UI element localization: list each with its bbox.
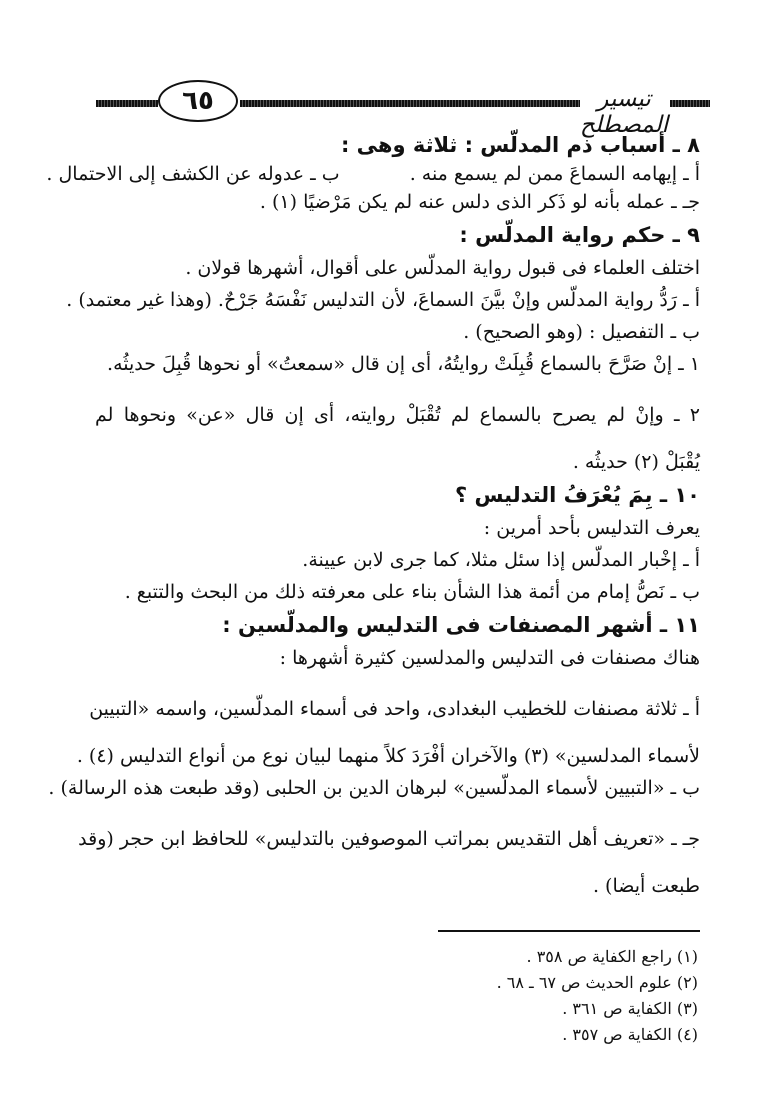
section-9-item-b1: ١ ـ إنْ صَرَّحَ بالسماع قُبِلَتْ روايتُهُ، أى إن قال «سمعتُ» أو نحوها قُبِلَ حديثُه. [107, 353, 700, 375]
section-9-item-b2-line1: ٢ ـ وإنْ لم يصرح بالسماع لم تُقْبَلْ روايته، أى إن قال «عن» ونحوها لم [95, 404, 700, 426]
section-10-item-b: ب ـ نَصُّ إمام من أئمة هذا الشأن بناء على معرفته ذلك من البحث والتتبع . [124, 581, 700, 603]
section-9-heading: ٩ ـ حكم رواية المدلّس : [459, 223, 700, 247]
section-11-item-b: ب ـ «التبيين لأسماء المدلّسين» لبرهان الدين بن الحلبى (وقد طبعت هذه الرسالة) . [48, 777, 700, 799]
footnote-3: (٣) الكفاية ص ٣٦١ . [562, 999, 698, 1018]
section-8-items-row [46, 160, 700, 188]
page-body [46, 130, 700, 900]
section-11-item-c-line1: جـ ـ «تعريف أهل التقديس بمراتب الموصوفين بالتدليس» للحافظ ابن حجر (وقد [78, 828, 700, 850]
section-9-intro: اختلف العلماء فى قبول رواية المدلّس على أقوال، أشهرها قولان . [185, 257, 700, 279]
page-number: ٦٥ [158, 80, 238, 122]
section-8-item-a: أ ـ إيهامه السماعَ ممن لم يسمع منه . [409, 163, 700, 185]
section-10-heading: ١٠ ـ بِمَ يُعْرَفُ التدليس ؟ [454, 483, 700, 507]
footnote-separator [438, 930, 700, 932]
section-9-item-b2-line2: يُقْبَلْ (٢) حديثُه . [572, 451, 700, 473]
section-8-item-b: ب ـ عدوله عن الكشف إلى الاحتمال . [46, 163, 340, 185]
header-rule-right [670, 100, 710, 107]
section-11-intro: هناك مصنفات فى التدليس والمدلسين كثيرة أشهرها : [279, 647, 700, 669]
section-11-item-a-line2: لأسماء المدلسين» (٣) والآخران أفْرَدَ كلاً منهما لبيان نوع من أنواع التدليس (٤) . [76, 745, 700, 767]
section-8-item-c: جـ ـ عمله بأنه لو ذَكر الذى دلس عنه لم يكن مَرْضيًا (١) . [259, 191, 700, 213]
footnote-2: (٢) علوم الحديث ص ٦٧ ـ ٦٨ . [496, 973, 698, 992]
section-10-item-a: أ ـ إخْبار المدلّس إذا سئل مثلا، كما جرى لابن عيينة. [302, 549, 700, 571]
header-rule-left [96, 100, 158, 107]
section-11-item-c-line2: طبعت أيضا) . [592, 875, 700, 897]
section-8-heading: ٨ ـ أسباب ذم المدلّس : ثلاثة وهى : [340, 133, 700, 157]
page-header [90, 72, 720, 138]
footnote-1: (١) راجع الكفاية ص ٣٥٨ . [526, 947, 698, 966]
section-11-heading: ١١ ـ أشهر المصنفات فى التدليس والمدلّسين : [222, 613, 700, 637]
section-9-item-b: ب ـ التفصيل : (وهو الصحيح) . [463, 321, 700, 343]
header-rule-middle [240, 100, 580, 107]
footnotes [95, 944, 698, 1048]
footnote-4: (٤) الكفاية ص ٣٥٧ . [562, 1025, 698, 1044]
section-11-item-a-line1: أ ـ ثلاثة مصنفات للخطيب البغدادى، واحد فى أسماء المدلّسين، واسمه «التبيين [89, 698, 700, 720]
running-title: تيسير المصطلح [580, 86, 668, 138]
section-9-item-a: أ ـ رَدُّ رواية المدلّس وإنْ بيَّنَ السماعَ، لأن التدليس نَفْسَهُ جَرْحٌ. (وهذا غير معتمد) . [66, 289, 700, 311]
section-10-intro: يعرف التدليس بأحد أمرين : [483, 517, 700, 539]
